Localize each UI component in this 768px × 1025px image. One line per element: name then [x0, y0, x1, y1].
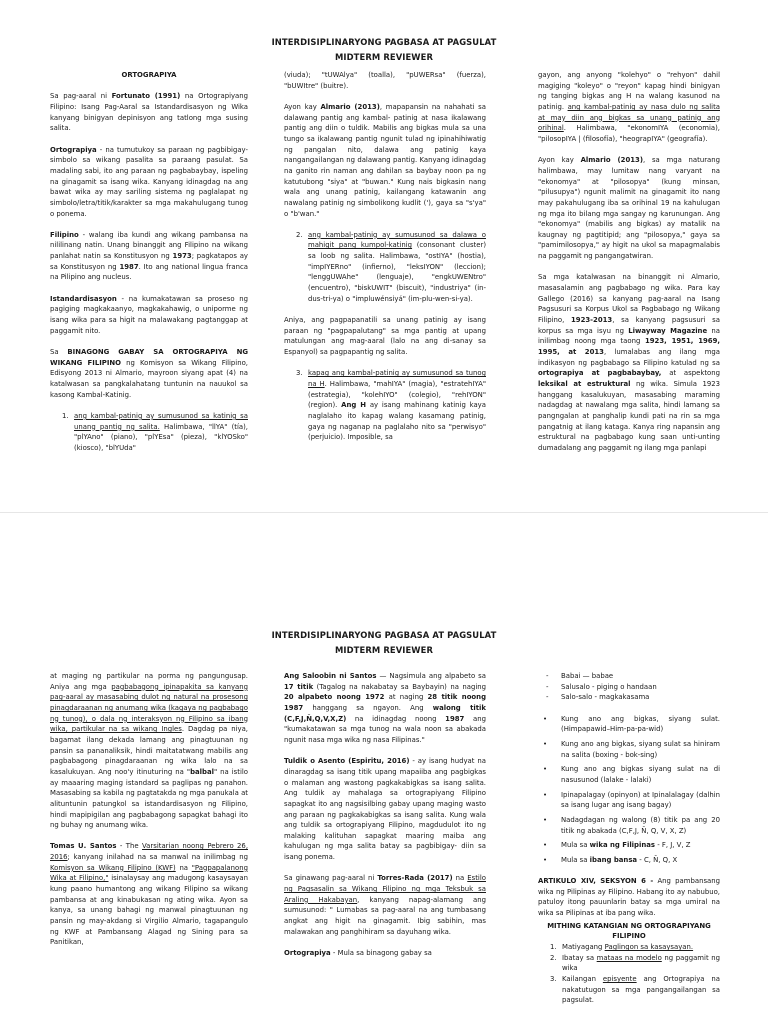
mithing-list [538, 942, 720, 1006]
page-1-column-1 [50, 70, 248, 464]
paragraph-fortunato: Sa pag-aaral ni Fortunato (1991) na Ortograpiyang Filipino: Isang Pag-Aaral sa Istandardisasyon ng Wika kanyang binigyan depinisyon ang tatlong mga susing salita. [50, 92, 249, 133]
paragraph-ortograpiya-def: Ortograpiya - na tumutukoy sa paraan ng pagbibigay-simbolo sa wikang pasalita sa paraang pasulat. Sa madaling sabi, ito ang paraan ng pagbabaybay, ispeling na ginagamit sa isang wika. Kanyang idinagdag na ang bawat wika ay may sariling sistema ng paglalapat ng simbolo/letra/titik/karakter sa mga makahulugang tunog o ponema. [50, 145, 248, 218]
list-item: - Babai — babae [546, 672, 614, 680]
list-item: 1. Matiyagang Paglingon sa kasaysayan. [550, 943, 694, 952]
list-item: 3. kapag ang kambal-patinig ay sumusunod sa tunog na H. Halimbawa, "mahIYA" (magia), "estratehIYA" (estrategia), "kolehIYO" (colegio), "rehIYON" (region). Ang H ay isang mahinang katinig kaya naglalaho ito kapag walang kasamang patinig, gaya ng naganap na paglalaho nito sa "perwisyo" (perjuicio). Imposible, sa [296, 369, 486, 442]
paragraph-filipino-def: Filipino - walang iba kundi ang wikang pambansa na nililinang natin. Unang binanggit ang Filipino na wikang panlahat natin sa Konstitusyon ng 1973; pagkatapos ay sa Konstitusyon ng 1987. Ito ang national lingua franca na Pilipino ang nucleus. [50, 230, 248, 282]
paragraph-istandardisasyon-def: Istandardisasyon - na kumakatawan sa proseso ng pagiging magkakaanyo, magkakahawig, o uniporme ng isang wika para sa higit na malawakang pagtanggap at paggamit nito. [50, 294, 248, 335]
list-item: • Kung ano ang bigkas, siyang sulat. (Himpapawid–Him-pa-pa-wid) [543, 714, 720, 734]
paragraph-binagong-gabay: Sa BINAGONG GABAY SA ORTOGRAPIYA NG WIKANG FILIPINO ng Komisyon sa Wikang Filipino, Edisyong 2013 ni Almario, mayroon siyang apat (4) na katalwasan sa pangkalahatang tuntunin na nauukol sa kasong Kambal-Katinig. [50, 347, 248, 399]
page-2-column-3 [538, 671, 720, 1017]
dash-list [538, 671, 720, 703]
bullet-list [538, 714, 720, 866]
paragraph-tomas-santos: Tomas U. Santos - The Varsitarian noong Pebrero 26, 2016; kanyang inilahad na sa manwal na inilimbag ng Komisyon sa Wikang Filipino (KWF) na "Pagpapalanong Wika at Filipino," isinalaysay ang madugong kasaysayan kung paano humantong ang wikang Filipino sa wikang pambansa at ang kinabukasan ng ating wika. Ayon sa kanya, sa unang bahagi ng manwal pinagtuunan ng pansin ng may-akdang si Virgilio Almario, tagapangulo ng KWF at Pambansang Alagad ng Sining para sa Panitikan, [50, 842, 249, 947]
list-item: 2. ang kambal-patinig ay sumusunod sa dalawa o mahigit pang kumpol-katinig (consonant cluster) sa loob ng salita. Halimbawa, "ostIYA" (hostia), "impIYERno" (infierno), "leksIYON" (leccion); "lenggUWAhe" (lenguaje), "engkUWENtro" (encuentro), "biskUWIT" (biscuit), "industriya" (in-dus-tri-ya) o "impluwénsiyá" (im-plu-wen-si-ya). [296, 230, 487, 303]
page-1-title [0, 35, 768, 65]
list-item: • Kung ano ang bigkas, siyang sulat sa hiniram na salita (boxing - bok-sing) [543, 739, 720, 759]
page-2-column-1 [50, 671, 248, 959]
katalwasan-list-3 [284, 368, 486, 443]
paragraph-tuldik: Tuldik o Asento (Espiritu, 2016) - ay isang hudyat na dinaragdag sa isang titik upang mapaiiba ang pagbigkas o malaman ang wastong pagkakabigkas sa isang salita. Ang tuldik ay mahalaga sa ortograpiyang Filipino sapagkat ito ang nagsisilbing gabay upang maging wasto ang paraan ng pagkakabigkas sa isang salita. Kung wala ang tuldik sa ortograpiyang Filipino, magdudulot ito ng malaking kalituhan sapagkat maaring maiba ang kahulugan ng mga salita batay sa pagbibigay- diin sa isang ponema. [284, 757, 486, 862]
paragraph-almario: Ayon kay Almario (2013), mapapansin na nahahati sa dalawang pantig ang kambal- patinig at nasa ikalawang pantig ang diin o tuldik. Mabilis ang bigkas mula sa una tungo sa ikalawang pantig ngunit tulad ng ipinahihiwatig ng pangalan nito, dalawa ang patinig kaya nangangailangan ng dalawang pantig. Kanyang idinagdag na ganito rin naman ang dahilan sa baybay noon pa ng katutubong "siya" at "buwan." Kung nais bigkasin nang wala ang unang patinig, kailangang katawanin ang nawalang patinig ng simbolikong kudlit ('), gaya sa "s'ya" o "b'wan." [284, 102, 486, 218]
paragraph-torres-rada: Sa ginawang pag-aaral ni Torres-Rada (2017) na Estilo ng Pagsasalin sa Wikang Filipino ng mga Teksbuk sa Araling Hakabayan, kanyang napag-alamang ang sumusunod: " Lumabas sa pag-aaral na ang tumbasang angkat ang higit na ginagamit. Ibig sabihin, mas malawakan ang panghihiram sa dayuhang wika. [284, 874, 486, 936]
page-title-line-2: MIDTERM REVIEWER [334, 52, 434, 62]
paragraph-almario-varyant: Ayon kay Almario (2013), sa mga naturang halimbawa, may lumitaw nang varyant na "ekonomya" at "pilosopya" (kung minsan, "pilusupya") ngunit malimit na ginagamit ito nang may pakahulugang iba sa orihinal 19 na kahulugan ng mga ito bilang mga sangay ng karunungan. Ang "ekonomya" (mabilis ang bigkas) ay matalik na kaugnay ng pagtitipid; ang "pilosopya," gaya sa "pamimilosopya," ay higit na ukol sa mapagmalabis na paggamit ng pangangatwiran. [538, 156, 720, 261]
list-item: 2. Ibatay sa mataas na modelo ng paggamit ng wika [550, 953, 720, 973]
list-item: • Mula sa wika ng Filipinas - F, J, V, Z [543, 841, 691, 850]
list-item: • Mula sa ibang bansa - C, Ñ, Q, X [543, 855, 678, 864]
katalwasan-list-1 [50, 411, 248, 454]
paragraph-saloobin-santos: Ang Saloobin ni Santos — Nagsimula ang alpabeto sa 17 titik (Tagalog na nakabatay sa Baybayin) na naging 20 alpabeto noong 1972 at naging 28 titik noong 1987 hanggang sa ngayon. Ang walong titik (C,F,J,Ñ,Q,V,X,Z) na idinagdag noong 1987 ang "kumakatawan sa mga tunog na wala noon sa abakada ngunit nasa mga wika ng nasa Filipinas." [284, 672, 487, 744]
section-heading-ortograpiya: ORTOGRAPIYA [121, 71, 177, 79]
list-item: • Ipinapalagay (opinyon) at Ipinalalagay (dalhin sa isang lugar ang isang bagay) [543, 790, 720, 810]
paragraph-ortograpiya-gabay: Ortograpiya - Mula sa binagong gabay sa [284, 949, 432, 958]
paragraph-gallego: Sa mga katalwasan na binanggit ni Almario, masasalamin ang pagbabago ng wika. Para kay Gallego (2016) sa kanyang pag-aaral na Isang Pagsusuri sa Korpus Ukol sa Pagbabago ng Wikang Filipino, 1923-2013, sa kanyang pagsusuri sa korpus sa mga isyu ng Liwayway Magazine na inilimbag noong mga taong 1923, 1951, 1969, 1995, at 2013, lumalabas ang ilang mga indikasyon ng pagbabago sa Filipino katulad ng sa ortograpiya at pagbabaybay, at aspektong leksikal at estruktural ng wika. Simula 1923 hanggang kasalukuyan, masasabing maraming nadagdag at nawalang mga salita, hindi lamang sa pangngalan at panghalip kundi pati na rin sa mga pangatnig at ilang kataga. Kanya ring napansin ang estruktural na pagbabago kung saan unti-unting dumadalang ang paggamit ng ilang mga panlapi [538, 273, 721, 452]
list-item: - Salusalo - piging o handaan [546, 682, 657, 691]
paragraph-pagbabago: at maging ng partikular na porma ng pangungusap. Aniya ang mga pagbabagong ipinapakita sa kanyang pag-aaral ay masasabing dulot ng natural na prosesong pinagdaraanan ng anumang wika (kagaya ng pagbabago ng tunog), o dala ng interaksyon ng Filipino sa ibang wika, partikular na sa wikang Ingles. Dagdag pa niya, bagamat ilang dekada lamang ang pinagtuunan ng pansin sa pananaliksik, hindi maitatatwang mabilis ang pagbabagong pinagdaraanan ng wika lalo na sa kasalukuyan. Ang noo'y itinuturing na "balbal" na istilo ay maaaring maging istandard sa paglipas ng panahon. Masasabing sa kabila ng pagtatakda ng mga panukala at alituntunin patungkol sa istandardisasyon ng Filipino, hindi mapipigilan ang pagbabagong sapagkat bahagi ito ng buhay ng anumang wika. [50, 672, 248, 830]
page-title-line-1: INTERDISIPLINARYONG PAGBASA AT PAGSULAT [271, 37, 497, 47]
section-heading-mithing-katangian: MITHING KATANGIAN NG ORTOGRAPIYANG FILIPINO [547, 921, 711, 941]
list-item: 1. ang kambal-patinig ay sumusunod sa katinig sa unang pantig ng salita. Halimbawa, "llYA" (tía), "plYAno" (piano), "plYEsa" (pieza), "klYOSko" (kiosco), "blYUda" [62, 411, 248, 452]
page-2-column-2 [284, 671, 486, 969]
paragraph-kolehyo: gayon, ang anyong "kolehyo" o "rehyon" dahil magiging "koleyo" o "reyon" kapag hindi binigyan ng tanging bigkas ang H na walang kasunod na patinig. ang kambal-patinig ay nasa dulo ng salita at may diin ang bigkas sa unang patinig ang orihinal. Halimbawa, "ekonomIYA (economia), "pilosopIYA | (filosofía), "heograpIYA" (geografía). [538, 71, 720, 143]
list-item: • Kung ano ang bigkas siyang sulat na di nasusunod (lalake - lalaki) [543, 765, 720, 784]
page-1 [0, 0, 768, 512]
paragraph-continuation: (viuda); "tUWAlya" (toalla), "pUWERsa" (fuerza), "bUWItre" (buitre). [284, 71, 486, 90]
paragraph-pagpapalutang: Aniya, ang pagpapanatili sa unang patinig ay isang paraan ng "pagpapalutang" sa mga pantig at upang matulungan ang mag-aaral (lalo na ang di-sanay sa Espanyol) sa pagpapantig ng salita. [284, 316, 486, 357]
list-item: - Salo-salo - magkakasama [546, 693, 650, 702]
page-title-line-1: INTERDISIPLINARYONG PAGBASA AT PAGSULAT [271, 630, 497, 640]
page-2 [0, 512, 768, 1025]
katalwasan-list-2 [284, 230, 486, 305]
page-title-line-2: MIDTERM REVIEWER [334, 645, 434, 655]
page-2-title [0, 628, 768, 658]
list-item: 3. Kailangan episyente ang Ortograpiya na nakatutugon sa mga pangangailangan sa pagsulat. [550, 975, 720, 1005]
list-item: • Nadagdagan ng walong (8) titik pa ang 20 titik ng abakada (C,F,J, Ñ, Q, V, X, Z) [543, 815, 720, 835]
page-1-column-3 [538, 70, 720, 464]
paragraph-artikulo-xiv: ARTIKULO XIV, SEKSYON 6 - Ang pambansang wika ng Pilipinas ay Filipino. Habang ito ay nabubuo, patuloy itong pauunlarin batay sa mga umiral na wika sa Pilipinas at iba pang wika. [538, 877, 720, 918]
page-1-column-2 [284, 70, 486, 454]
